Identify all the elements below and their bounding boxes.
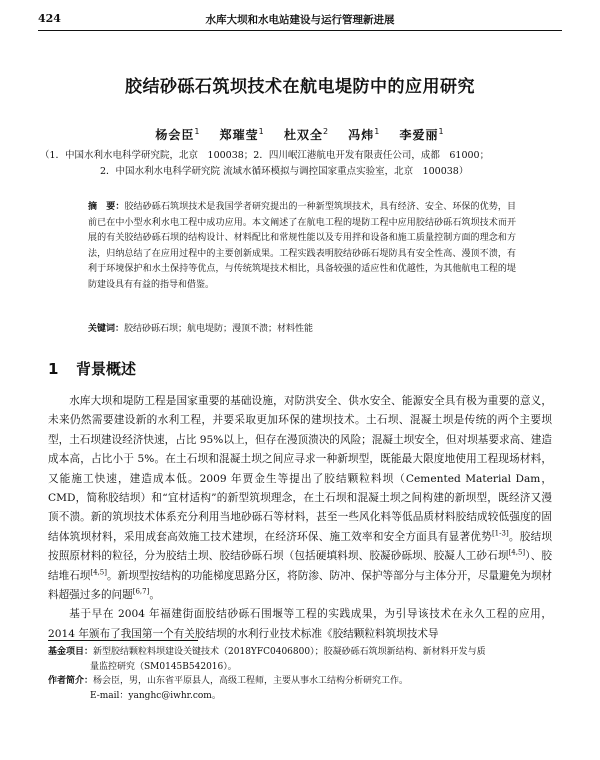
author-affil-mark: 1	[438, 127, 445, 136]
paragraph-text: 。新坝型按结构的功能梯度思路分区，将防渗、防冲、保护等部分与主体分开，尽量避免为坝材料超强过多的问题	[48, 569, 553, 602]
citation: [6,7]	[132, 587, 150, 596]
paragraph: 基于早在 2004 年福建街面胶结砂砾石围堰等工程的实践成果，为引导该技术在永久工程的应用，2014 年颁布了我国第一个有关胶结坝的水利行业技术标准《胶结颗粒料筑坝技术导	[48, 608, 552, 640]
citation: [4,5]	[508, 548, 526, 557]
abstract-text: 胶结砂砾石筑坝技术是我国学者研究提出的一种新型筑坝技术，具有经济、安全、环保的优势，目前已在中小型水利水电工程中成功应用。本文阐述了在航电工程的堤防工程中应用胶结砂砾石筑坝技术而开展的有关胶结砂砾石坝的结构设计、材料配比和常规性能以及专用拌和设备和施工质量控制方面的理念和方法，归纳总结了在应用过程中的主要创新成果。工程实践表明胶结砂砾石堤防具有安全性高、漫顶不溃，有利于环境保护和水土保持等优点，与传统筑堤技术相比，具备较强的适应性和优越性，为其他航电工程的堤防建设具有有益的指导和借鉴。	[88, 202, 516, 290]
affiliation-line: （1．中国水利水电科学研究院，北京 100038；2．四川岷江港航电开发有限责任公司，成都 61000；	[40, 150, 490, 161]
keywords	[88, 322, 516, 336]
paper-title: 胶结砂砾石筑坝技术在航电堤防中的应用研究	[125, 77, 475, 97]
footnotes	[48, 645, 552, 703]
journal-title: 水库大坝和水电站建设与运行管理新进展	[205, 14, 395, 26]
author-affil-mark: 2	[322, 127, 330, 136]
fund-note	[48, 645, 552, 660]
author-note	[48, 674, 552, 689]
affiliation-line: 2．中国水利水电科学研究院 流域水循环模拟与调控国家重点实验室，北京 100038）	[100, 166, 469, 177]
author-list	[20, 126, 580, 143]
author-name: 郑璀莹	[219, 128, 259, 142]
paragraph-text: 水库大坝和堤防工程是国家重要的基础设施，对防洪安全、供水安全、能源安全具有极为重要的意义，未来仍然需要建设新的水利工程，并要采取更加环保的建坝技术。土石坝、混凝土坝是传统的两个主要坝型，土石坝建设经济快速，占比 95%以上，但存在漫顶溃决的风险；混凝土坝安全，但对坝基要求高、建造成本高，占比小于 5%。在土石坝和混凝土坝之间应寻求一种新坝型，既能最大限度地使用工程现场材料，又能施工快速，建造成本低。2009 年贾金生等提出了胶结颗粒料坝（Cemented Material Dam，CMD，简称胶结坝）和“宜材适构”的新型筑坝理念，在土石坝和混凝土坝之间构建的新坝型，既经济又漫顶不溃。新的筑坝技术体系充分利用当地砂砾石等材料，甚至一些风化料等低品质材料胶结成较低强度的固结体筑坝材料，采用成套高效施工技术建坝，在经济环保、施工效率和安全方面具有显著优势	[48, 395, 552, 543]
fund-text-cont: 量监控研究（SM0145B542016）。	[90, 661, 237, 672]
author-name: 杨会臣	[155, 128, 195, 142]
paragraph-text: 。	[149, 589, 160, 602]
page-number: 424	[38, 12, 61, 25]
section-number: 1	[48, 360, 59, 378]
paragraph-text: ）、胶结堆石坝	[48, 550, 553, 582]
author-name: 李爱丽	[399, 128, 439, 142]
author-name: 冯炜	[348, 128, 375, 142]
fund-label: 基金项目：	[48, 647, 94, 657]
footnote-divider	[48, 640, 198, 641]
section-title: 背景概述	[76, 360, 137, 378]
keywords-label: 关键词：	[88, 324, 125, 334]
author-note-text: 杨会臣，男，山东省平原县人，高级工程师，主要从事水工结构分析研究工作。	[93, 676, 409, 686]
citation: [1-3]	[491, 529, 509, 538]
body-text	[48, 392, 552, 644]
author-note-label: 作者简介：	[48, 676, 94, 686]
fund-text: 新型胶结颗粒料坝建设关键技术（2018YFC0406800）；胶凝砂砾石筑坝新结构、新材料开发与质	[93, 647, 486, 657]
author-email: E-mail：yanghc@iwhr.com。	[90, 690, 221, 701]
paragraph	[48, 392, 552, 605]
author-affil-mark: 1	[258, 127, 265, 136]
abstract	[88, 200, 516, 293]
author-name: 杜双全	[283, 128, 323, 142]
paragraph-text: 。胶结坝按照原材料的粒径，分为胶结土坝、胶结砂砾石坝（包括硬填料坝、胶凝砂砾坝、胶凝人工砂石坝	[48, 530, 552, 563]
abstract-label: 摘 要：	[88, 202, 125, 212]
keywords-text: 胶结砂砾石坝；航电堤防；漫顶不溃；材料性能	[124, 324, 314, 334]
author-affil-mark: 1	[194, 127, 201, 136]
citation: [4,5]	[90, 568, 107, 577]
running-header	[38, 10, 562, 31]
section-heading	[48, 358, 136, 379]
author-affil-mark: 1	[374, 127, 381, 136]
